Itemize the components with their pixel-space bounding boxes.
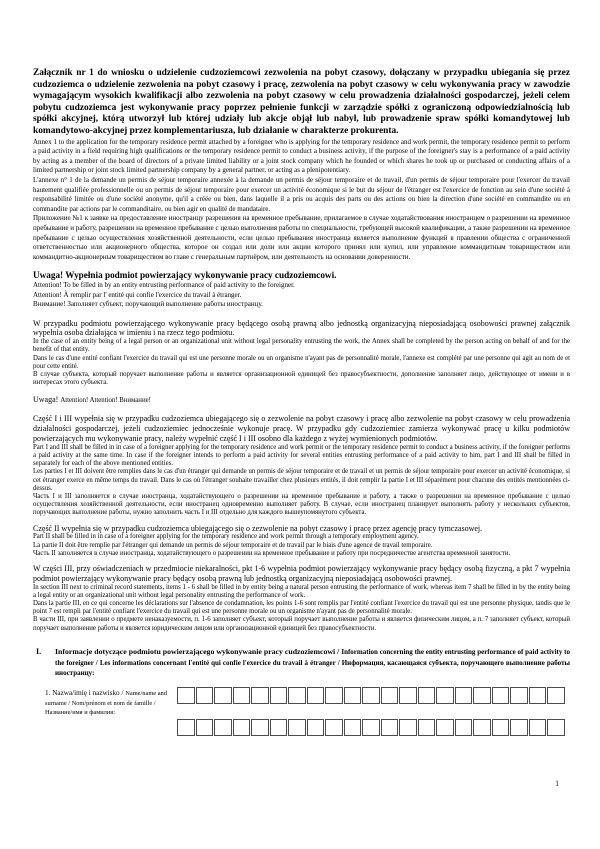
- character-cell[interactable]: [418, 687, 436, 704]
- notice-fill-fr: Attention! À remplir par l' entité qui confie l'exercice du travail à étranger.: [33, 290, 242, 299]
- character-cell[interactable]: [233, 687, 251, 704]
- para-entity-fr: Dans le cas d'une entité confiant l'exercice du travail qui est une personne morale ou un organisme n'ayant pas de personnalité morale, l'annexe est complété par une personne qui agit au nom de et pour cette entité.: [33, 354, 570, 370]
- para-entity-pl: W przypadku podmiotu powierzającego wykonywanie pracy będącego osobą prawną albo jednostką organizacyjną nieposiadającą osobowości prawnej załącznik wypełnia osoba działająca w imieniu i na rzecz tego podmiotu.: [33, 318, 570, 338]
- character-cell[interactable]: [214, 687, 232, 704]
- character-cell[interactable]: [344, 687, 362, 704]
- character-cell[interactable]: [529, 719, 547, 736]
- para-part-2-en: Part II shall be filled in in case of a foreigner applying for the temporary residence and work permit through a temporary employment agency.: [33, 533, 419, 541]
- character-cell[interactable]: [325, 687, 343, 704]
- character-cell[interactable]: [233, 719, 251, 736]
- para-parts-1-3-ru: Часть I и III заполняется в случае иностранца, ходатайствующего о разрешении на временное пребывание и работу, а также о разрешении на временное пребывание с целью осуществления хозяйственной деятельности, если иностранец одновременно выполняет работу. В случае, если иностранец планирует выполнять работу у нескольких субъектов, поручающих выполнение работы, нужно заполнить часть I и III отдельно для каждого вышеупомянутого субъекта.: [33, 492, 570, 517]
- section-1-number: I.: [36, 646, 42, 656]
- para-entity-ru: В случае субъекта, который поручает выполнение работы и является организационной единицей без правосубъектности, дополнение заполняет лицо, действующее от имени и в интересах этого субъекта.: [33, 370, 570, 387]
- character-cell[interactable]: [362, 719, 380, 736]
- form-title-ru: Приложение №1 к заявке на предоставление иностранцу разрешения на временное пребывание, прилагаемое в случае ходатайствования иностранцем о разрешении на временное пребывание и работу, разрешении на временное пребывание с целью выполнения работы по специальности, требующей высокой квалификации, а также разрешении на временное пребывание с целью осуществления хозяйственной деятельности, если целью пребывания иностранца является выполнение функций в правлении общества с ограниченной ответственностью или акционерного общества, которое он создал или доли или акции которого принял или купил, или управление коммандитным товариществом или коммандитно-акционерным товариществом во главе с генеральным партнёром, или деятельность на основании доверенности.: [33, 214, 570, 261]
- field-1-label-pl: 1. Nazwa/imię i nazwisko /: [45, 689, 126, 698]
- section-1-heading: [55, 647, 570, 679]
- field-1-label: [45, 687, 177, 736]
- character-cell[interactable]: [455, 719, 473, 736]
- field-1-input-area: [177, 687, 570, 736]
- character-cell[interactable]: [177, 719, 195, 736]
- form-title-fr: L'annexe n° 1 de la demande un permis de séjour temporaire annexée à la demande un permis de séjour temporaire et de travail, d'un permis de séjour temporaire pour l'exercer du travail hautement qualifiée professionnelle ou un permis de séjour temporaire pour exercer un activité économique si le but du séjour de l'étranger est l'exercice de fonction au sein d'une société à responsabilité limitée ou d'une société anonyme, qu'il a créée ou bien, dans laquelle il a pris ou acquis des parts ou des actions ou bien la direction d'une société en commandite ou en commandite par actions par le commanditaire, ou bien agir en qualité de mandataire.: [33, 175, 570, 213]
- character-cell[interactable]: [325, 719, 343, 736]
- character-cell[interactable]: [288, 719, 306, 736]
- character-cell[interactable]: [473, 687, 491, 704]
- character-cell[interactable]: [196, 687, 214, 704]
- character-cell[interactable]: [251, 687, 269, 704]
- field-1-comb-row-2[interactable]: [177, 719, 570, 736]
- character-cell[interactable]: [196, 719, 214, 736]
- para-part-2-block: [33, 524, 570, 558]
- para-entity-block: [33, 319, 570, 388]
- notice-attention-pl: Uwaga!: [33, 395, 59, 405]
- character-cell[interactable]: [418, 719, 436, 736]
- para-parts-1-3-block: [33, 414, 570, 517]
- section-1-heading-tr: Information concerning the entity entrusting performance of paid activity to the foreigner / Les informations concernant l'entité qui confie l'exercice du travail à étranger / Информация, касающаяся субъекта, поручающего выполнение работы иностранцу:: [55, 647, 570, 678]
- notice-attention-line: [33, 395, 570, 406]
- section-1: [33, 647, 570, 679]
- para-parts-1-3-en: Part I and III shall be filled in in case of a foreigner applying for the temporary residence and work permit or the temporary residence permit to conduct a business activity, if the foreigner performs a paid activity at the same time. In case if the foreigner intends to perform a paid activity for several entities entrusting performance of a paid activity to him, part I and III shall be filled in separately for each of the above mentioned entities.: [33, 443, 570, 468]
- field-1-label-tr: Name/name and surname / Nom/prénom et nom de famille / Название/имя и фамилия:: [45, 690, 167, 717]
- character-cell[interactable]: [381, 687, 399, 704]
- character-cell[interactable]: [473, 719, 491, 736]
- notice-attention-tr: Attention! Attention! Внимание!: [60, 397, 151, 405]
- page-content: [33, 68, 570, 736]
- para-parts-1-3-fr: Les parties I et III doivent être remplies dans le cas d'un étranger qui demande un permis de séjour temporaire et de travail et un permis de séjour temporaire pour exercer un activité économique, si cet étranger exerce en même temps du travail. Dans le cas où l'étranger souhaite travailler chez plusieurs entités, il doit remplir la partie I et III séparément pour chacune des entités mentionnées ci-dessus.: [33, 468, 570, 492]
- character-cell[interactable]: [362, 687, 380, 704]
- para-part-3-block: [33, 564, 570, 633]
- para-part-2-pl: Część II wypełnia się w przypadku cudzoziemca ubiegającego się o zezwolenie na pobyt czasowy i pracę przez agencję pracy tymczasowej.: [33, 523, 483, 533]
- character-cell[interactable]: [436, 719, 454, 736]
- character-cell[interactable]: [251, 719, 269, 736]
- page-number: 1: [555, 778, 560, 788]
- character-cell[interactable]: [436, 687, 454, 704]
- character-cell[interactable]: [399, 687, 417, 704]
- field-1-name-row: [33, 687, 570, 736]
- para-parts-1-3-pl: Część I i III wypełnia się w przypadku cudzoziemca ubiegającego się o zezwolenie na pobyt czasowy i pracę albo zezwolenie na pobyt czasowy w celu prowadzenia działalności gospodarczej, jeżeli cudzoziemiec jednocześnie wykonuje pracę. W przypadku gdy cudzoziemiec zamierza wykonywać pracę u kilku podmiotów powierzających mu wykonywanie pracy, należy wypełnić część I i III osobno dla każdego z wyżej wymienionych podmiotów.: [33, 414, 570, 443]
- para-part-2-fr: La partie II doit être remplie par l'étranger qui demande un permis de séjour temporaire et de travail par le biais d'une agence de travail temporaire.: [33, 541, 433, 549]
- character-cell[interactable]: [214, 719, 232, 736]
- para-part-3-fr: Dans la partie III, en ce qui concerne les déclarations sur l'absence de condamnation, les points 1-6 sont remplis par l'entité confiant l'exercice du travail qui est une personne physique, tandis que le point 7 est rempli par l'entité confiant l'exercice du travail qui est une personne morale ou un organisme n'ayant pas de personnalité morale.: [33, 599, 570, 616]
- character-cell[interactable]: [381, 719, 399, 736]
- character-cell[interactable]: [270, 687, 288, 704]
- para-entity-en: In the case of an entity being of a legal person or an organizational unit without legal personality entrusting the work, the Annex shall be completed by the person acting on behalf of and for the benefit of that entity.: [33, 338, 570, 354]
- character-cell[interactable]: [510, 719, 528, 736]
- form-title-pl: Załącznik nr 1 do wniosku o udzielenie cudzoziemcowi zezwolenia na pobyt czasowy, dołączany w przypadku ubiegania się przez cudzoziemca o udzielenie zezwolenia na pobyt czasowy i pracę, zezwolenia na pobyt czasowy w celu wykonywania pracy w zawodzie wymagającym wysokich kwalifikacji albo zezwolenia na pobyt czasowy w celu prowadzenia działalności gospodarczej, jeżeli celem pobytu cudzoziemca jest wykonywanie pracy poprzez pełnienie funkcji w zarządzie spółki z ograniczoną odpowiedzialnością lub spółki akcyjnej, którą utworzył lub której udziały lub akcje objął lub nabył, lub prowadzenie spraw spółki komandytowej lub komandytowo-akcyjnej przez komplementariusza, lub działanie w charakterze prokurenta.: [33, 68, 570, 136]
- character-cell[interactable]: [344, 719, 362, 736]
- character-cell[interactable]: [547, 687, 565, 704]
- character-cell[interactable]: [307, 719, 325, 736]
- para-part-3-en: In section III next to criminal record statements, items 1 - 6 shall be filled in by entity being a natural person entrusting the performance of work, whereas item 7 shall be filled in by the entity being a legal entity or an organizational unit without legal personality entrusting the performance of work.: [33, 583, 570, 599]
- character-cell[interactable]: [307, 687, 325, 704]
- character-cell[interactable]: [510, 687, 528, 704]
- section-1-heading-pl: Informacje dotyczące podmiotu powierzającego wykonywanie pracy cudzoziemcowi /: [55, 646, 342, 656]
- form-title-en: Annex 1 to the application for the temporary residence permit attached by a foreigner who is applying for the temporary residence and work permit, the temporary residence permit to perform a paid activity in a field requiring high qualifications or the temporary residence permit to conduct a business activity, if the purpose of the foreigner's stay is a performance of a paid activity by acting as a member of the board of directors of a private limited liability or a joint stock company which he founded or which shares he took up or purchased or conducting affairs of a limited partnership or joint stock limited partnership company by a general partner, or acting as a plenipotentiary.: [33, 137, 570, 175]
- character-cell[interactable]: [399, 719, 417, 736]
- character-cell[interactable]: [492, 719, 510, 736]
- para-part-3-ru: В части III, при заявлении о предмете ненаказуемости, п. 1-6 заполняет субъект, который поручает выполнение работы и является физическим лицом, а п. 7 заполняет субъект, который поручает выполнение работы и является юридическим лицом или организационной единицей без правосубъектности.: [33, 616, 570, 632]
- notice-fill-ru: Внимание! Заполняет субъект, поручающий выполнение работы иностранцу.: [33, 300, 263, 309]
- para-part-2-ru: Часть II заполняется в случае иностранца, ходатайствующего о разрешении на временное пребывание и работу при посредничестве агентства временной занятости.: [33, 549, 511, 557]
- character-cell[interactable]: [455, 687, 473, 704]
- character-cell[interactable]: [177, 687, 195, 704]
- character-cell[interactable]: [529, 687, 547, 704]
- character-cell[interactable]: [492, 687, 510, 704]
- notice-fill-block: [33, 270, 570, 309]
- notice-fill-pl: Uwaga! Wypełnia podmiot powierzający wykonywanie pracy cudzoziemcowi.: [33, 270, 337, 281]
- para-part-3-pl: W części III, przy oświadczeniach w przedmiocie niekaralności, pkt 1-6 wypełnia podmiot powierzający wykonywanie pracy będący osobą fizyczną, a pkt 7 wypełnia podmiot powierzający wykonywanie pracy będący osobą prawną lub jednostką organizacyjną nieposiadającą osobowości prawnej.: [33, 563, 570, 583]
- character-cell[interactable]: [270, 719, 288, 736]
- character-cell[interactable]: [288, 687, 306, 704]
- field-1-comb-row-1[interactable]: [177, 687, 570, 704]
- notice-fill-en: Attention! To be filled in by an entity entrusting performance of paid activity to the foreigner.: [33, 281, 295, 290]
- character-cell[interactable]: [547, 719, 565, 736]
